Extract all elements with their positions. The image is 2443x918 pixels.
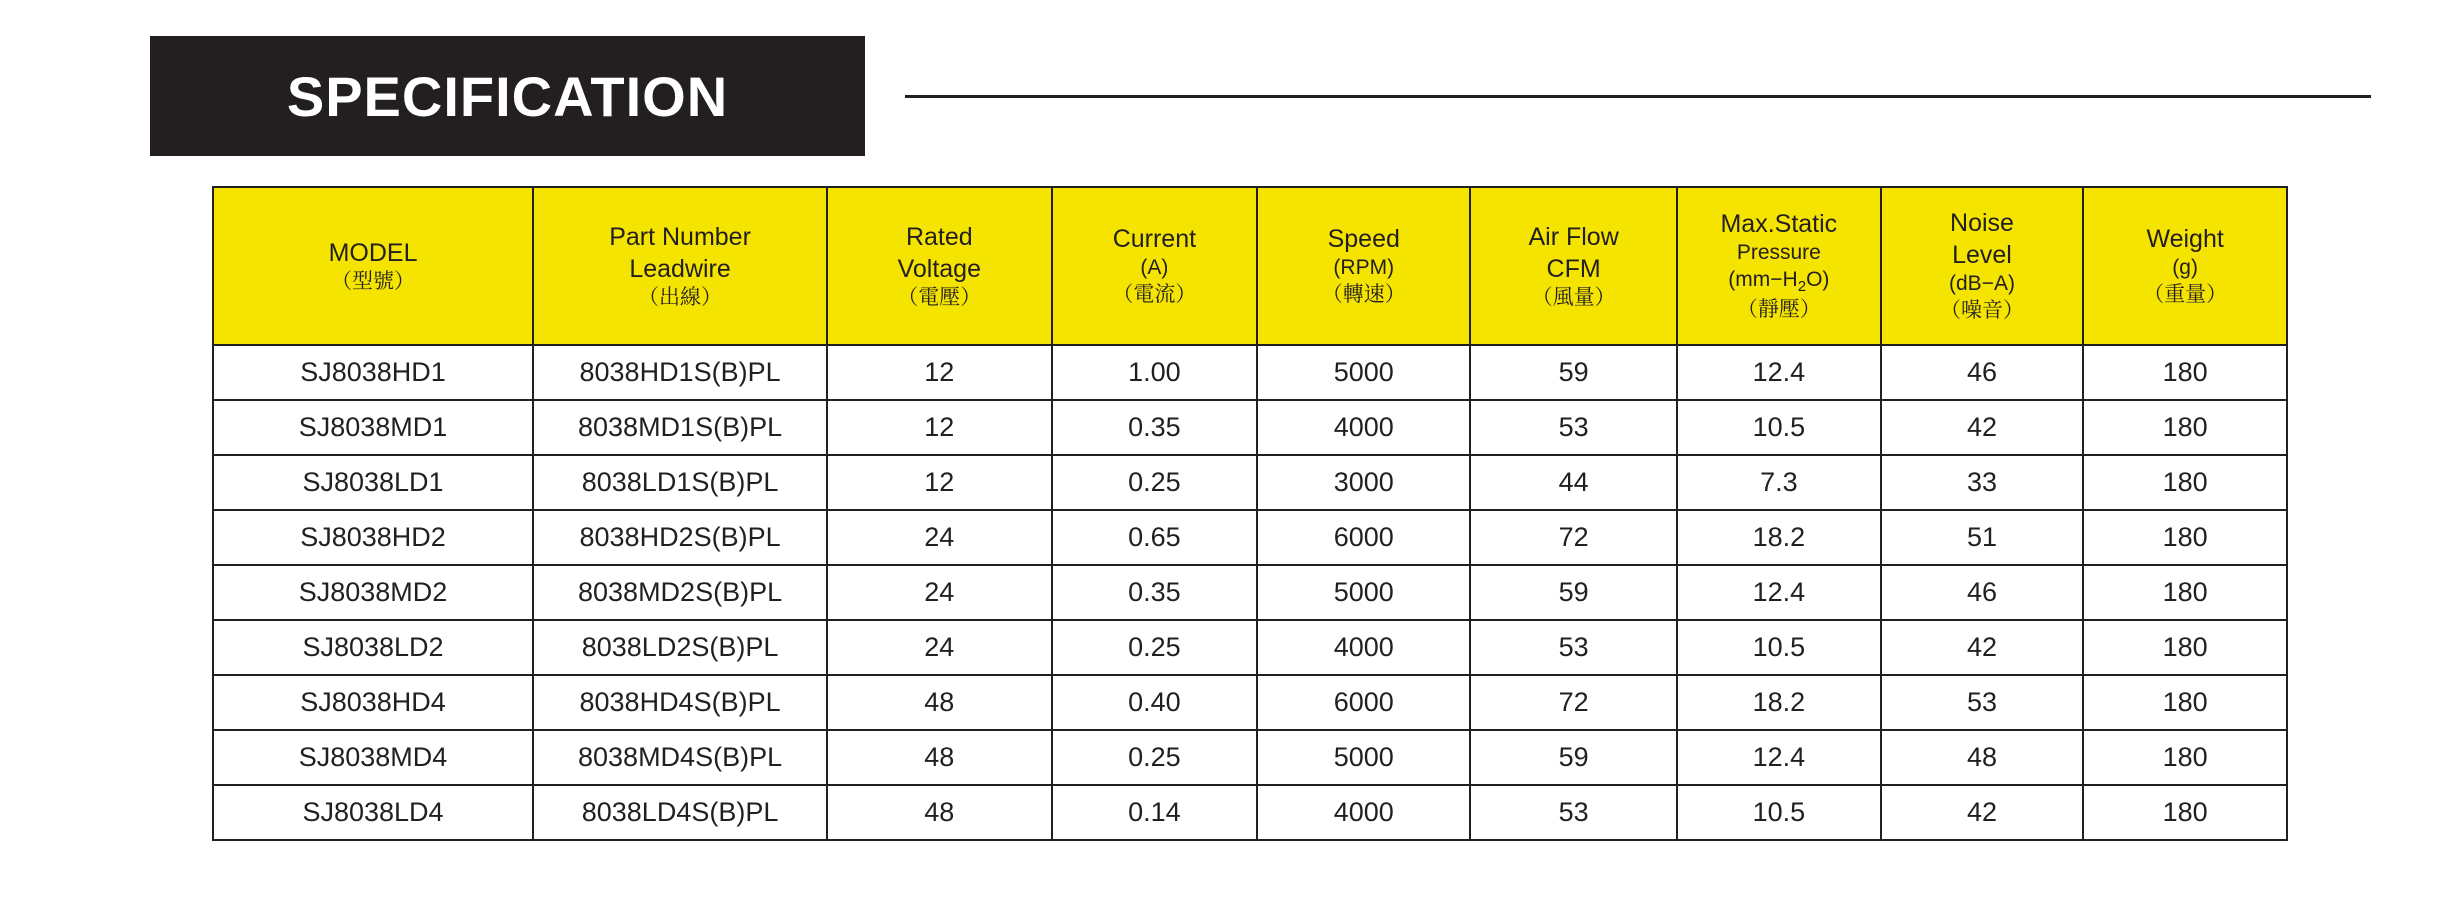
column-header-line: (A) (1140, 256, 1169, 280)
page-title: SPECIFICATION (286, 64, 729, 128)
cell-model: SJ8038MD1 (213, 400, 533, 455)
cell-static: 7.3 (1677, 455, 1881, 510)
table-row (213, 730, 2287, 785)
cell-noise: 42 (1881, 785, 2084, 840)
cell-model: SJ8038HD1 (213, 345, 533, 400)
cell-speed: 3000 (1257, 455, 1470, 510)
column-header-line: （出線） (638, 285, 723, 309)
column-header-line: Part Number (609, 222, 751, 251)
cell-part: 8038HD1S(B)PL (533, 345, 827, 400)
column-header-line: （噪音） (1939, 299, 2024, 322)
column-header-line: （靜壓） (1736, 297, 1821, 321)
cell-model: SJ8038MD4 (213, 730, 533, 785)
column-header-line: Speed (1327, 225, 1400, 254)
cell-part: 8038MD2S(B)PL (533, 565, 827, 620)
column-header-line: CFM (1546, 254, 1601, 283)
cell-static: 12.4 (1677, 730, 1881, 785)
cell-model: SJ8038HD2 (213, 510, 533, 565)
cell-model: SJ8038LD2 (213, 620, 533, 675)
cell-model: SJ8038HD4 (213, 675, 533, 730)
column-header-line: （型號） (331, 269, 416, 293)
cell-airflow: 59 (1470, 730, 1677, 785)
column-header-speed (1257, 187, 1470, 345)
cell-current: 0.40 (1052, 675, 1258, 730)
cell-speed: 5000 (1257, 565, 1470, 620)
column-header-line: （電壓） (897, 285, 982, 309)
cell-static: 12.4 (1677, 565, 1881, 620)
column-header-line: Max.Static (1720, 210, 1838, 239)
cell-speed: 4000 (1257, 400, 1470, 455)
cell-part: 8038MD4S(B)PL (533, 730, 827, 785)
cell-voltage: 12 (827, 455, 1051, 510)
cell-static: 18.2 (1677, 675, 1881, 730)
cell-static: 12.4 (1677, 345, 1881, 400)
cell-voltage: 48 (827, 730, 1051, 785)
column-header-line: (RPM) (1333, 256, 1395, 280)
column-header-airflow (1470, 187, 1677, 345)
specification-table-container (212, 186, 2288, 841)
cell-model: SJ8038MD2 (213, 565, 533, 620)
column-header-line: （轉速） (1321, 283, 1406, 306)
column-header-noise (1881, 187, 2084, 345)
document-header (150, 36, 2383, 156)
table-row (213, 345, 2287, 400)
cell-static: 10.5 (1677, 400, 1881, 455)
cell-airflow: 59 (1470, 565, 1677, 620)
column-header-line: Air Flow (1528, 222, 1619, 251)
cell-airflow: 53 (1470, 620, 1677, 675)
column-header-weight (2083, 187, 2287, 345)
column-header-line: Rated (905, 222, 973, 251)
cell-model: SJ8038LD4 (213, 785, 533, 840)
cell-noise: 46 (1881, 345, 2084, 400)
column-header-line: Voltage (897, 254, 981, 283)
cell-voltage: 12 (827, 400, 1051, 455)
cell-static: 18.2 (1677, 510, 1881, 565)
column-header-line: Pressure (1736, 241, 1821, 265)
column-header-static (1677, 187, 1881, 345)
cell-airflow: 53 (1470, 400, 1677, 455)
table-header-row (213, 187, 2287, 345)
cell-current: 0.14 (1052, 785, 1258, 840)
cell-static: 10.5 (1677, 785, 1881, 840)
column-header-line: (dB−A) (1949, 272, 2015, 296)
cell-voltage: 24 (827, 565, 1051, 620)
table-row (213, 620, 2287, 675)
column-header-line: Leadwire (629, 254, 731, 283)
cell-voltage: 48 (827, 675, 1051, 730)
cell-noise: 48 (1881, 730, 2084, 785)
column-header-line: Current (1112, 225, 1197, 254)
cell-noise: 53 (1881, 675, 2084, 730)
column-header-line: (g) (2172, 256, 2198, 280)
cell-part: 8038HD2S(B)PL (533, 510, 827, 565)
cell-weight: 180 (2083, 510, 2287, 565)
table-row (213, 785, 2287, 840)
table-header (213, 187, 2287, 345)
column-header-line: （電流） (1112, 283, 1197, 306)
cell-weight: 180 (2083, 565, 2287, 620)
cell-weight: 180 (2083, 675, 2287, 730)
cell-noise: 51 (1881, 510, 2084, 565)
cell-noise: 42 (1881, 400, 2084, 455)
cell-weight: 180 (2083, 620, 2287, 675)
cell-speed: 4000 (1257, 785, 1470, 840)
column-header-voltage (827, 187, 1051, 345)
cell-voltage: 24 (827, 620, 1051, 675)
cell-current: 0.25 (1052, 620, 1258, 675)
cell-speed: 5000 (1257, 345, 1470, 400)
column-header-line: （重量） (2143, 283, 2228, 306)
cell-current: 0.25 (1052, 730, 1258, 785)
column-header-line: Weight (2146, 225, 2224, 254)
column-header-line: $(mm-H_2O)$ (1728, 268, 1830, 296)
table-row (213, 455, 2287, 510)
cell-weight: 180 (2083, 730, 2287, 785)
cell-noise: 46 (1881, 565, 2084, 620)
cell-weight: 180 (2083, 455, 2287, 510)
cell-speed: 6000 (1257, 510, 1470, 565)
cell-voltage: 12 (827, 345, 1051, 400)
cell-current: 0.35 (1052, 565, 1258, 620)
cell-current: 0.65 (1052, 510, 1258, 565)
cell-voltage: 48 (827, 785, 1051, 840)
column-header-line: MODEL (328, 238, 418, 267)
header-divider-rule (905, 95, 2371, 98)
column-header-line: Level (1952, 241, 2012, 270)
cell-airflow: 59 (1470, 345, 1677, 400)
cell-part: 8038LD1S(B)PL (533, 455, 827, 510)
column-header-line: Noise (1950, 209, 2014, 238)
table-row (213, 400, 2287, 455)
cell-airflow: 72 (1470, 510, 1677, 565)
cell-noise: 33 (1881, 455, 2084, 510)
cell-voltage: 24 (827, 510, 1051, 565)
cell-noise: 42 (1881, 620, 2084, 675)
table-body (213, 345, 2287, 840)
cell-static: 10.5 (1677, 620, 1881, 675)
specification-table (212, 186, 2288, 841)
cell-part: 8038LD2S(B)PL (533, 620, 827, 675)
cell-weight: 180 (2083, 345, 2287, 400)
cell-airflow: 72 (1470, 675, 1677, 730)
cell-speed: 5000 (1257, 730, 1470, 785)
column-header-current (1052, 187, 1258, 345)
cell-part: 8038MD1S(B)PL (533, 400, 827, 455)
cell-part: 8038LD4S(B)PL (533, 785, 827, 840)
cell-model: SJ8038LD1 (213, 455, 533, 510)
cell-speed: 6000 (1257, 675, 1470, 730)
cell-part: 8038HD4S(B)PL (533, 675, 827, 730)
column-header-line: （風量） (1531, 285, 1616, 309)
cell-airflow: 44 (1470, 455, 1677, 510)
table-row (213, 510, 2287, 565)
cell-weight: 180 (2083, 785, 2287, 840)
cell-airflow: 53 (1470, 785, 1677, 840)
cell-weight: 180 (2083, 400, 2287, 455)
cell-current: 1.00 (1052, 345, 1258, 400)
cell-current: 0.35 (1052, 400, 1258, 455)
column-header-part (533, 187, 827, 345)
cell-speed: 4000 (1257, 620, 1470, 675)
column-header-model (213, 187, 533, 345)
title-block (150, 36, 865, 156)
table-row (213, 565, 2287, 620)
table-row (213, 675, 2287, 730)
cell-current: 0.25 (1052, 455, 1258, 510)
